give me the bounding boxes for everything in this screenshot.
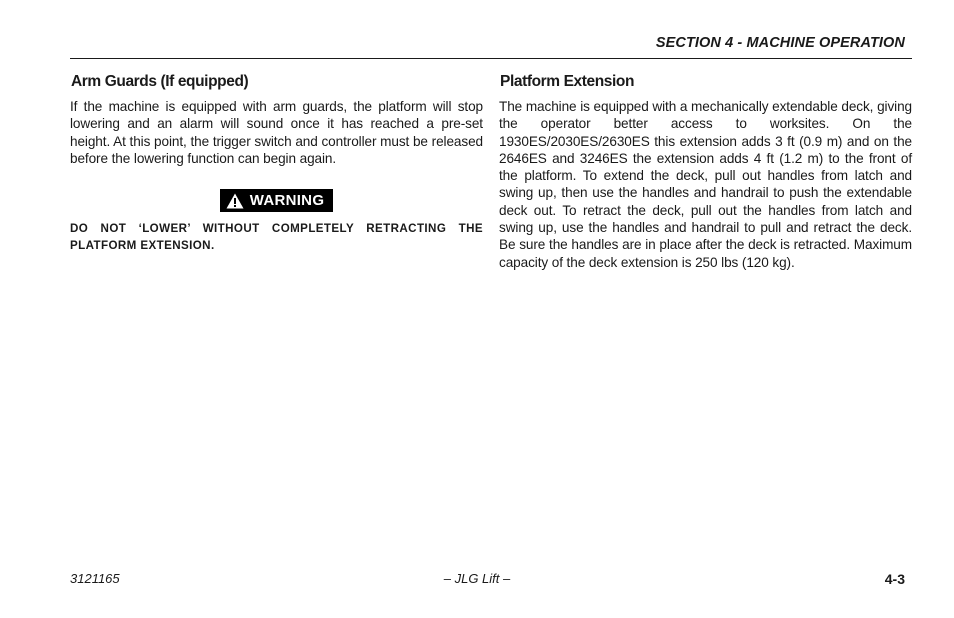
warning-triangle-icon (226, 193, 244, 209)
warning-label: WARNING (249, 192, 325, 210)
doc-number: 3121165 (70, 571, 120, 586)
platform-extension-heading: Platform Extension (500, 73, 635, 90)
footer-brand: – JLG Lift – (443, 571, 511, 586)
left-column (70, 73, 483, 254)
header-rule (70, 58, 912, 59)
section-title: SECTION 4 - MACHINE OPERATION (655, 35, 905, 51)
arm-guards-heading: Arm Guards (If equipped) (71, 73, 249, 90)
warning-badge (220, 189, 334, 212)
warning-block (70, 189, 483, 214)
platform-extension-paragraph: The machine is equipped with a mechanically extendable deck, giving the operator better access to worksites. On the 1930ES/2030ES/2630ES this extension adds 3 ft (0.9 m) and on the 2646ES and 3246ES the extension adds 4 ft (1.2 m) to the front of the platform. To extend the deck, pull out handles from latch and swing up, then use the handles and handrail to push the extendable deck out. To retract the deck, pull out the handles from latch and swing up, use the handles and handrail to pull and retract the deck. Be sure the handles are in place after the deck is retracted. Maximum capacity of the deck extension is 250 lbs (120 kg). (499, 99, 912, 270)
warning-text: DO NOT ‘LOWER’ WITHOUT COMPLETELY RETRACTING THE PLATFORM EXTENSION. (70, 221, 483, 252)
right-column (499, 73, 912, 271)
arm-guards-paragraph: If the machine is equipped with arm guards, the platform will stop lowering and an alarm will sound once it has reached a pre-set height. At this point, the trigger switch and controller must be released before the lowering function can begin again. (70, 99, 483, 166)
page-number: 4-3 (884, 571, 905, 587)
